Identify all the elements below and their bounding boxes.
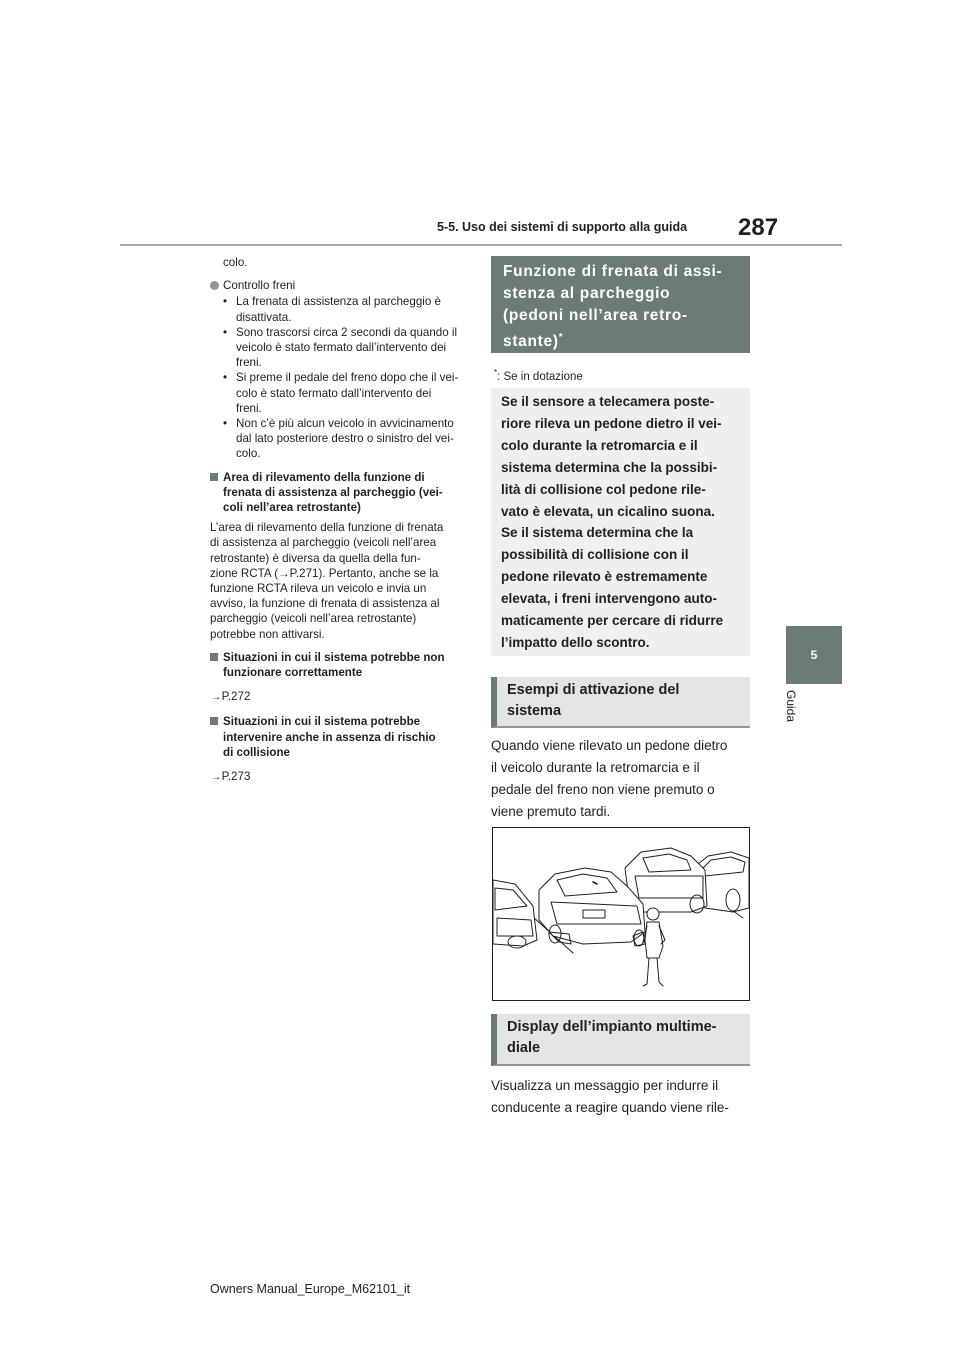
list-item: • Sono trascorsi circa 2 secondi da quando il veicolo è stato fermato dall’intervento dei freni. <box>223 325 458 370</box>
list-item: • Si preme il pedale del freno dopo che il vei- colo è stato fermato dall’intervento dei freni. <box>223 371 459 415</box>
situazioni-1-heading: Situazioni in cui il sistema potrebbe non funzionare correttamente <box>210 650 468 680</box>
page-number: 287 <box>738 214 779 241</box>
list-item: • Non c’è più alcun veicolo in avvicinamento dal lato posteriore destro o sinistro del vei- colo. <box>223 417 454 461</box>
section-header: 5-5. Uso dei sistemi di supporto alla guida <box>437 220 688 234</box>
list-item: • La frenata di assistenza al parcheggio è disattivata. <box>223 295 441 324</box>
area-body: L’area di rilevamento della funzione di frenata di assistenza al parcheggio (veicoli nell’area retrostante) è diversa da quella della fun- zione RCTA (→P.271). Pertanto, anche se la funzione RCTA rileva un veicolo e invia un avviso, la funzione di frenata di assistenza al parcheggio (veicoli nell’area retrostante) potrebbe non attivarsi. <box>210 521 444 641</box>
chapter-title: Guida <box>784 690 798 723</box>
chapter-number: 5 <box>810 648 818 662</box>
square-bullet-icon <box>210 473 218 481</box>
parking-illustration <box>492 827 750 1001</box>
chapter-tab[interactable] <box>786 626 842 684</box>
page-reference-link[interactable]: →P.273 <box>210 770 251 784</box>
display-body: Visualizza un messaggio per indurre il conducente a reagire quando viene rile- <box>491 1078 729 1115</box>
square-bullet-icon <box>210 653 218 661</box>
esempi-body: Quando viene rilevato un pedone dietro il veicolo durante la retromarcia e il pedale del freno non viene premuto o viene premuto tardi. <box>491 738 728 819</box>
controllo-freni-heading <box>210 278 468 294</box>
controllo-freni-title: Controllo freni <box>223 279 296 293</box>
footer-text: Owners Manual_Europe_M62101_it <box>210 1282 411 1296</box>
footnote-marker: * <box>558 332 564 343</box>
chapter-label <box>786 690 806 740</box>
page-reference-link[interactable]: →P.272 <box>210 690 251 704</box>
square-bullet-icon <box>210 717 218 725</box>
intro-box: Se il sensore a telecamera poste- riore rileva un pedone dietro il vei- colo durante la retromarcia e il sistema determina che la possibi- lità di collisione col pedone rile- vato è elevata, un cicalino suona. Se il sistema determina che la possibilità di collisione con il pedone rilevato è estremamente elevata, i freni intervengono auto- maticamente per cercare di ridurre l’impatto dello scontro. <box>491 388 750 656</box>
display-heading: Display dell’impianto multime- diale <box>491 1014 750 1066</box>
pedestrian-behind-car-icon <box>493 828 749 1000</box>
left-column <box>210 255 468 784</box>
situazioni-2-heading: Situazioni in cui il sistema potrebbe intervenire anche in assenza di rischio di collisione <box>210 714 468 760</box>
section-banner: Funzione di frenata di assi- stenza al parcheggio (pedoni nell’area retro- stante)* <box>491 256 750 353</box>
circle-bullet-icon <box>210 281 219 290</box>
continuation-text: colo. <box>223 256 248 269</box>
area-heading: Area di rilevamento della funzione di frenata di assistenza al parcheggio (vei- coli nell’area retrostante) <box>210 470 468 516</box>
esempi-heading: Esempi di attivazione del sistema <box>491 677 750 728</box>
header-divider <box>120 244 842 246</box>
footnote: *: Se in dotazione <box>494 368 583 383</box>
